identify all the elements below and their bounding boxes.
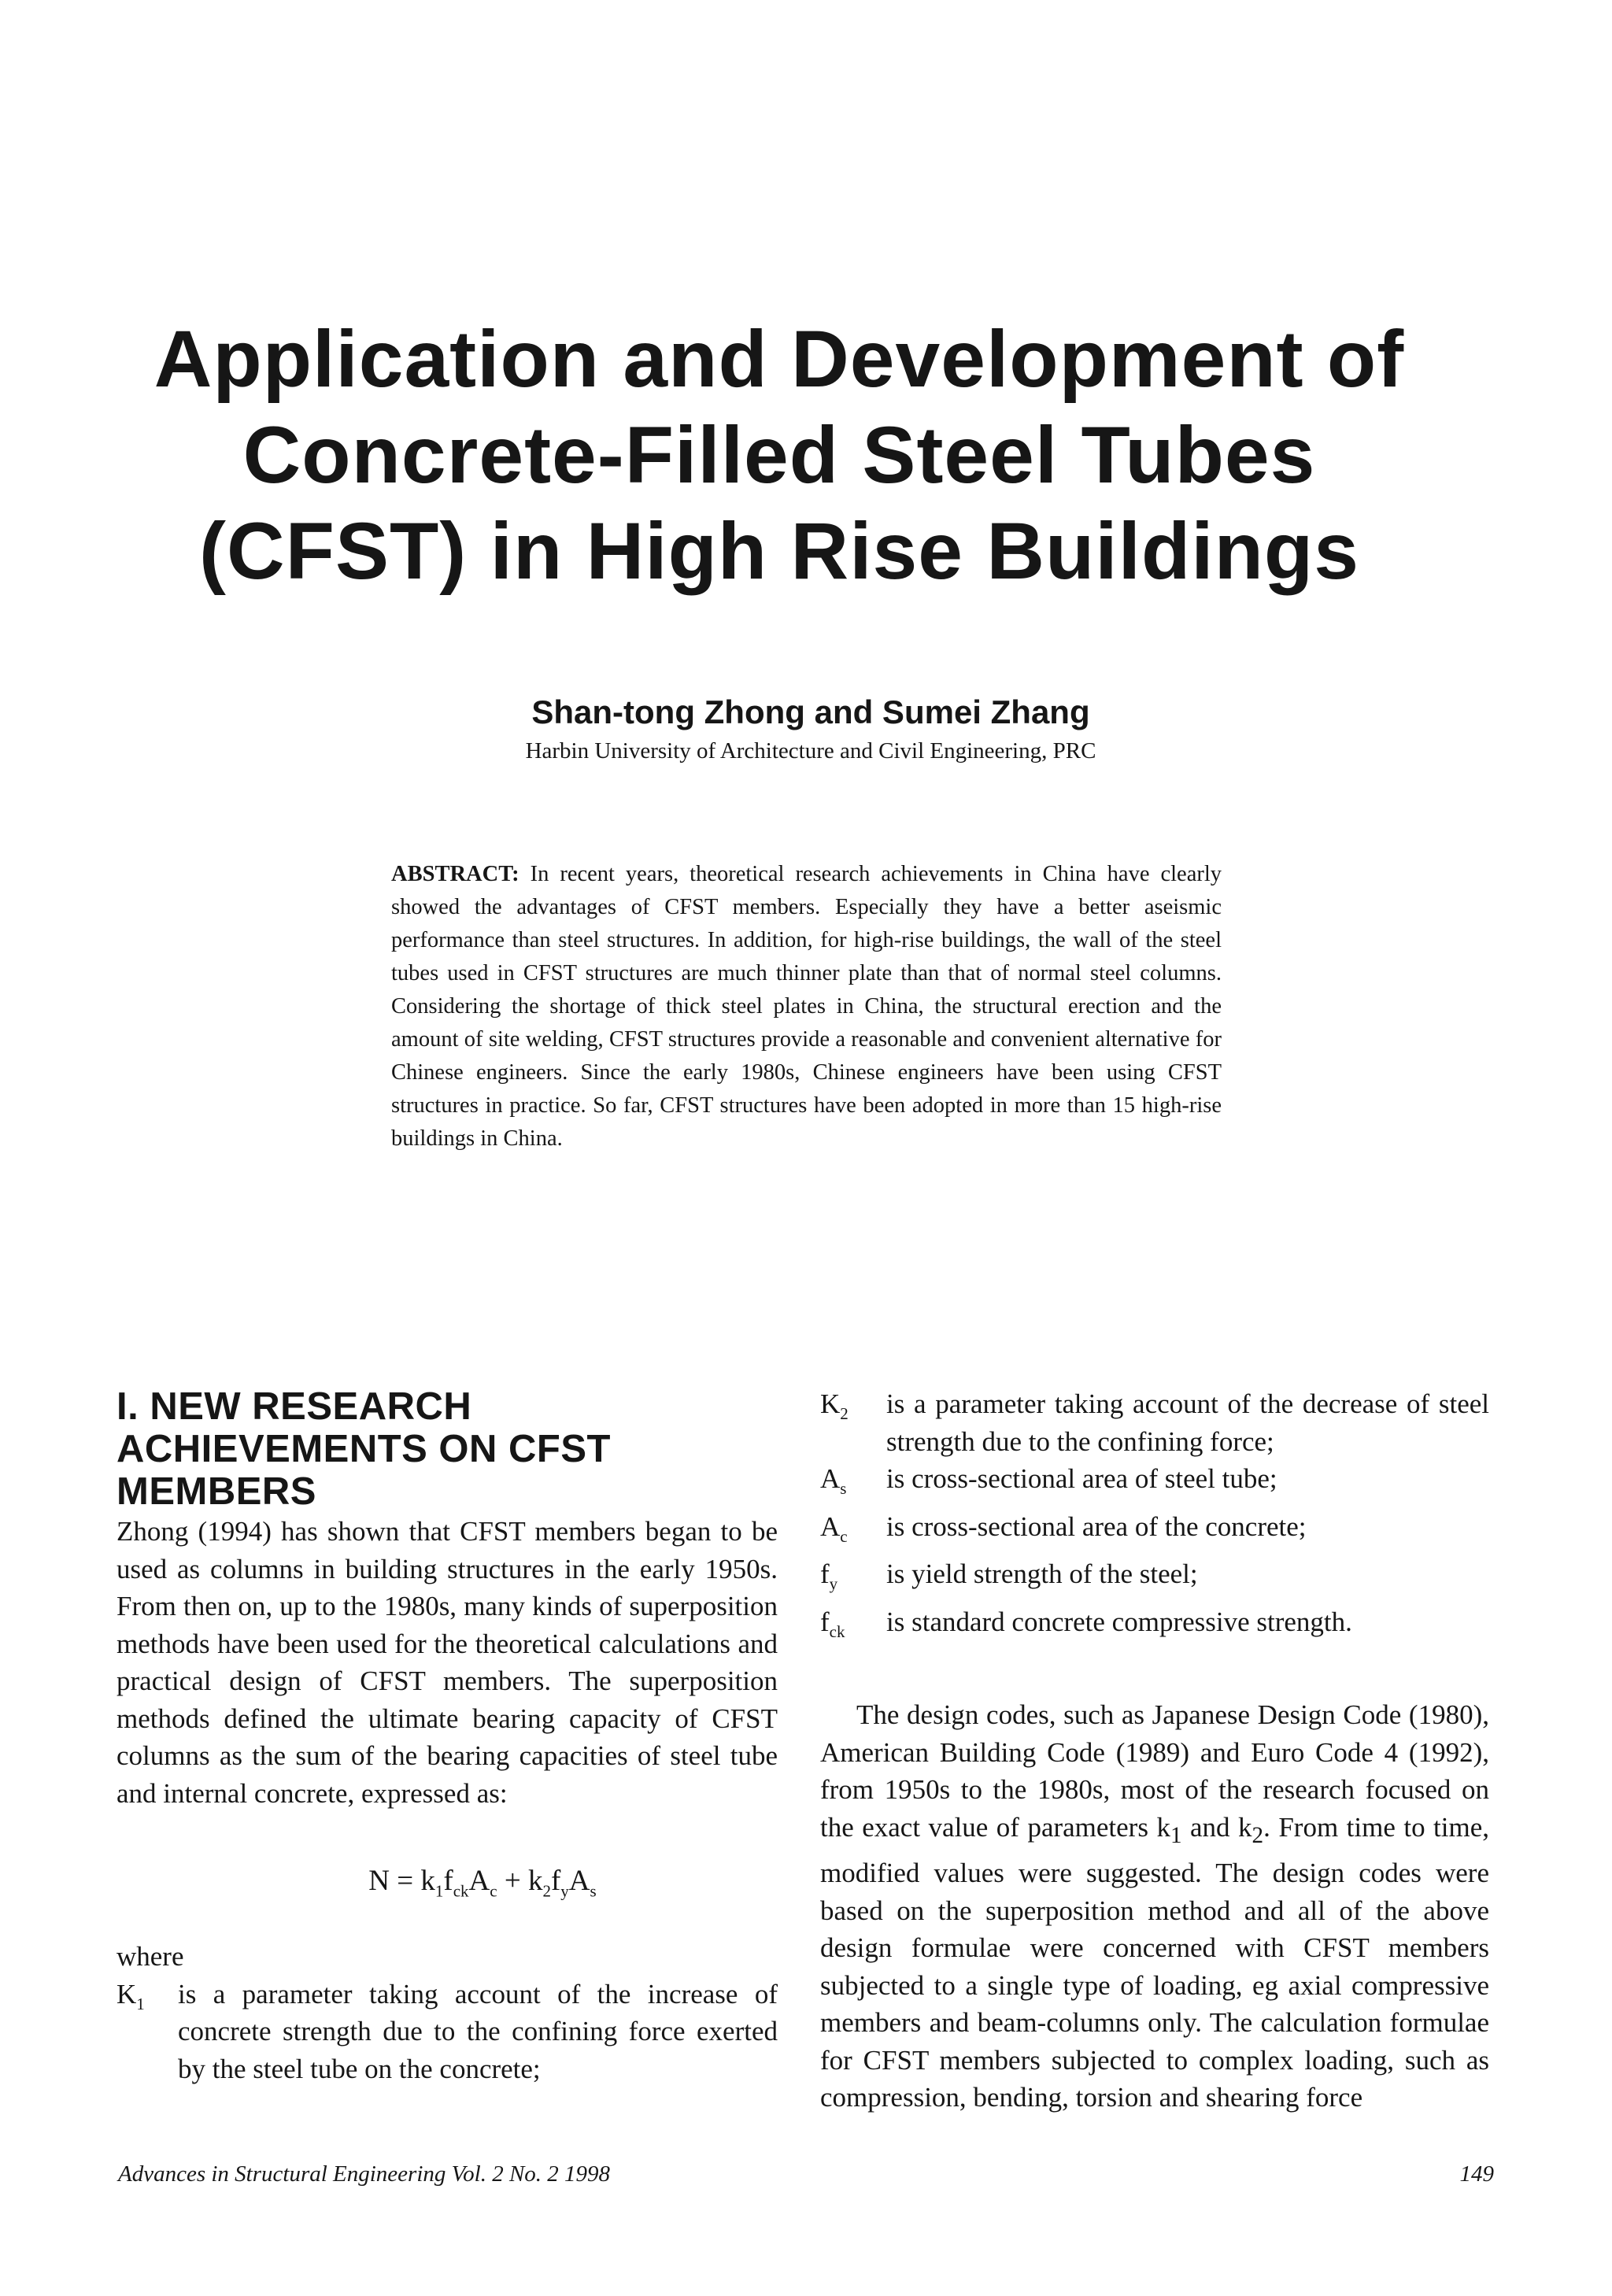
title-line-2: Concrete-Filled Steel Tubes <box>242 410 1316 500</box>
definition-description: is standard concrete compressive strength. <box>886 1606 1352 1637</box>
title-line-3: (CFST) in High Rise Buildings <box>199 506 1359 596</box>
definition-description: is a parameter taking account of the increase of concrete strength due to the confining force exerted by the steel tube on the concrete; <box>178 1978 778 2084</box>
definition-k1 <box>116 1976 778 2088</box>
equation-lhs: N = k <box>368 1865 435 1897</box>
definition-description: is yield strength of the steel; <box>886 1558 1198 1589</box>
k2-subscript: 2 <box>1252 1822 1264 1848</box>
section-paragraph: Zhong (1994) has shown that CFST members began to be used as columns in building structures in the early 1950s. From then on, up to the 1980s, many kinds of superposition methods have been used for the theoretical calculations and practical design of CFST members. The superposition methods defined the ultimate bearing capacity of CFST columns as the sum of the bearing capacities of steel tube and internal concrete, expressed as: <box>116 1516 778 1809</box>
equation-ac-sub: c <box>490 1881 497 1901</box>
equation-k1-sub: 1 <box>434 1881 444 1901</box>
definition-k2 <box>820 1385 1489 1460</box>
bearing-capacity-equation <box>116 1862 778 1910</box>
journal-footer: Advances in Structural Engineering Vol. 2 No. 2 1998 <box>118 2161 611 2187</box>
page-number: 149 <box>1459 2161 1494 2187</box>
right-column <box>820 1385 1489 2117</box>
k1-subscript: 1 <box>1170 1822 1182 1848</box>
section-heading-line-1: I. NEW RESEARCH <box>116 1385 472 1428</box>
equation-a1: A <box>468 1865 490 1897</box>
definition-symbol: $f_y$ <box>820 1558 838 1593</box>
definition-symbol: $K_1$ <box>116 1978 145 2013</box>
equation-fck-sub: ck <box>453 1881 469 1901</box>
title-line-1: Application and Development of <box>153 314 1405 404</box>
design-codes-paragraph: The design codes, such as Japanese Design Code (1980), American Building Code (1989) and Euro Code 4 (1992), from 1950s to the 1980s, most of the research focused on the exact value of parameters $k_1$ and $k_2$. From time to time, modified values were suggested. The design codes were based on the superposition method and all of the above design formulae were concerned with CFST members subjected to a single type of loading, eg axial compressive members and beam-columns only. The calculation formulae for CFST members subjected to complex loading, such as compression, bending, torsion and shearing force <box>820 1699 1490 2113</box>
definition-description: is cross-sectional area of steel tube; <box>886 1463 1277 1494</box>
abstract-text: In recent years, theoretical research achievements in China have clearly showed the advantages of CFST members. Especially they have a better aseismic performance than steel structures. In addition, for high-rise buildings, the wall of the steel tubes used in CFST structures are much thinner plate than that of normal steel columns. Considering the shortage of thick steel plates in China, the structural erection and the amount of site welding, CFST structures provide a reasonable and convenient alternative for Chinese engineers. Since the early 1980s, Chinese engineers have been using CFST structures in practice. So far, CFST structures have been adopted in more than 15 high-rise buildings in China. <box>391 862 1222 1151</box>
equation-k2-sub: 2 <box>542 1881 551 1901</box>
definition-symbol: $f_{ck}$ <box>820 1606 845 1641</box>
definition-description: is cross-sectional area of the concrete; <box>886 1510 1307 1542</box>
definition-symbol: $A_s$ <box>820 1463 847 1498</box>
definition-fck <box>820 1603 1489 1651</box>
where-label: where <box>116 1941 184 1972</box>
equation-plus: + k <box>497 1865 543 1897</box>
section-heading-line-3: MEMBERS <box>116 1470 316 1513</box>
paper-title <box>79 311 1480 599</box>
section-heading <box>116 1385 778 1513</box>
left-column <box>116 1385 778 2087</box>
author-names: Shan-tong Zhong and Sumei Zhang <box>531 693 1090 730</box>
definition-as <box>820 1460 1489 1508</box>
abstract-label: ABSTRACT: <box>391 862 519 886</box>
definition-description: is a parameter taking account of the decrease of steel strength due to the confining force; <box>886 1388 1489 1457</box>
equation-as-sub: s <box>590 1881 597 1901</box>
definition-symbol: $K_2$ <box>820 1388 849 1423</box>
equation-a2: A <box>568 1865 590 1897</box>
definition-symbol: $A_c$ <box>820 1510 848 1546</box>
definition-ac <box>820 1508 1489 1556</box>
section-heading-line-2: ACHIEVEMENTS ON CFST <box>116 1428 611 1470</box>
author-affiliation: Harbin University of Architecture and Civil Engineering, PRC <box>525 738 1096 763</box>
definition-fy <box>820 1555 1489 1603</box>
equation-f2: f <box>550 1865 561 1897</box>
equation-fy-sub: y <box>560 1881 569 1901</box>
equation-f1: f <box>443 1865 453 1897</box>
abstract <box>391 858 1222 1155</box>
